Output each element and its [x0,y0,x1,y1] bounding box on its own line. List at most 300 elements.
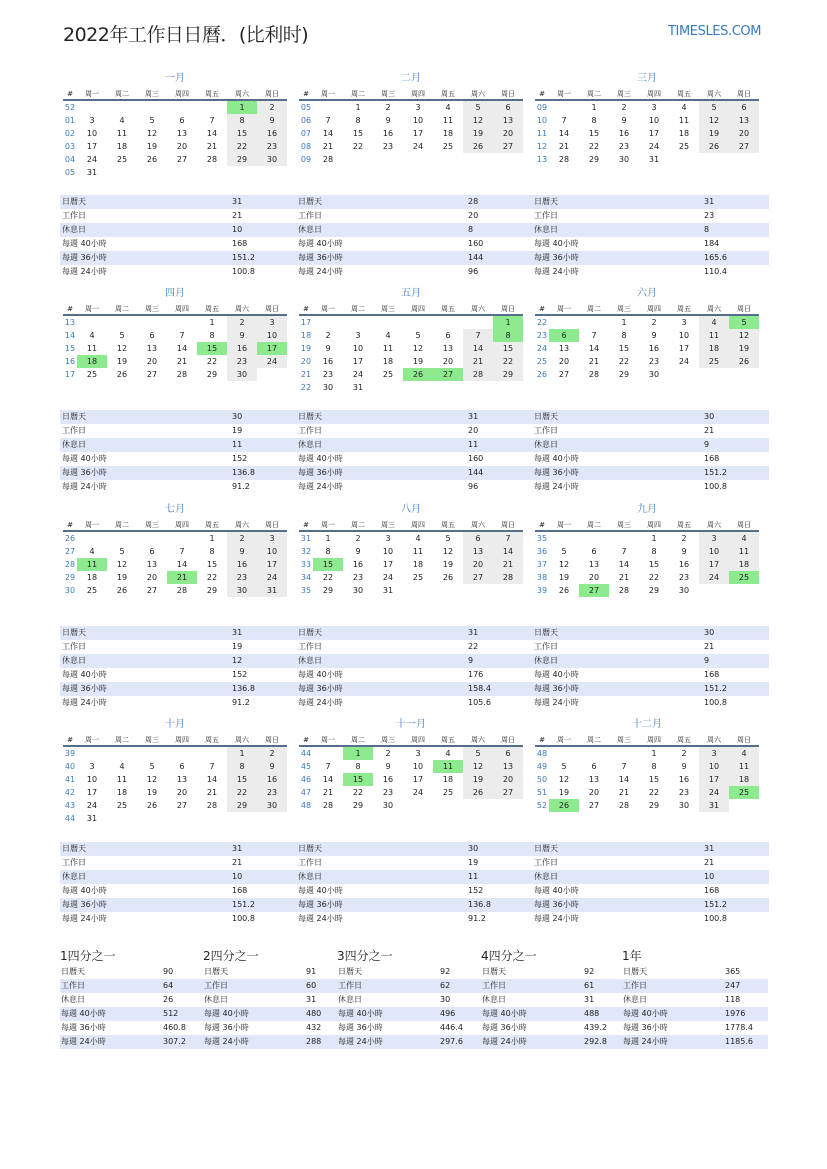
day-cell[interactable]: 18 [116,788,128,797]
day-cell[interactable]: 5 [415,331,421,340]
holiday-day-cell[interactable]: 1 [343,747,373,760]
day-cell[interactable]: 16 [382,775,394,784]
day-cell[interactable]: 10 [699,545,729,558]
day-cell[interactable]: 11 [729,545,759,558]
day-cell[interactable]: 16 [322,357,334,366]
day-cell[interactable]: 11 [699,329,729,342]
day-cell[interactable]: 24 [699,786,729,799]
day-cell[interactable]: 25 [116,155,128,164]
day-cell[interactable]: 8 [227,114,257,127]
day-cell[interactable]: 6 [493,101,523,114]
day-cell[interactable]: 2 [257,101,287,114]
day-cell[interactable]: 13 [588,560,600,569]
day-cell[interactable]: 10 [257,545,287,558]
day-cell[interactable]: 19 [116,573,128,582]
day-cell[interactable]: 2 [385,103,391,112]
day-cell[interactable]: 6 [149,547,155,556]
day-cell[interactable]: 18 [442,775,454,784]
day-cell[interactable]: 9 [227,545,257,558]
holiday-day-cell[interactable]: 15 [313,558,343,571]
day-cell[interactable]: 14 [176,344,188,353]
day-cell[interactable]: 21 [558,142,570,151]
day-cell[interactable]: 28 [176,586,188,595]
day-cell[interactable]: 13 [176,129,188,138]
day-cell[interactable]: 21 [206,142,218,151]
day-cell[interactable]: 26 [729,355,759,368]
day-cell[interactable]: 7 [179,547,185,556]
day-cell[interactable]: 4 [699,316,729,329]
day-cell[interactable]: 8 [651,547,657,556]
day-cell[interactable]: 28 [322,155,334,164]
day-cell[interactable]: 16 [227,342,257,355]
day-cell[interactable]: 2 [385,749,391,758]
day-cell[interactable]: 29 [322,586,334,595]
day-cell[interactable]: 22 [352,142,364,151]
day-cell[interactable]: 6 [179,116,185,125]
day-cell[interactable]: 1 [209,318,215,327]
day-cell[interactable]: 23 [382,142,394,151]
day-cell[interactable]: 28 [463,368,493,381]
day-cell[interactable]: 4 [445,103,451,112]
day-cell[interactable]: 7 [325,762,331,771]
day-cell[interactable]: 15 [588,129,600,138]
day-cell[interactable]: 15 [648,775,660,784]
day-cell[interactable]: 26 [442,573,454,582]
day-cell[interactable]: 12 [729,329,759,342]
day-cell[interactable]: 18 [729,773,759,786]
day-cell[interactable]: 22 [352,788,364,797]
day-cell[interactable]: 12 [146,129,158,138]
day-cell[interactable]: 5 [699,101,729,114]
day-cell[interactable]: 6 [149,331,155,340]
day-cell[interactable]: 27 [176,155,188,164]
day-cell[interactable]: 2 [227,316,257,329]
day-cell[interactable]: 20 [146,357,158,366]
holiday-day-cell[interactable]: 5 [729,316,759,329]
holiday-day-cell[interactable]: 8 [493,329,523,342]
day-cell[interactable]: 20 [588,573,600,582]
site-logo-text[interactable]: TIMESLES.COM [668,24,762,39]
day-cell[interactable]: 10 [678,331,690,340]
day-cell[interactable]: 20 [558,357,570,366]
day-cell[interactable]: 30 [352,586,364,595]
day-cell[interactable]: 5 [445,534,451,543]
day-cell[interactable]: 20 [442,357,454,366]
day-cell[interactable]: 21 [206,788,218,797]
day-cell[interactable]: 26 [116,370,128,379]
day-cell[interactable]: 6 [493,747,523,760]
day-cell[interactable]: 29 [206,370,218,379]
day-cell[interactable]: 27 [558,370,570,379]
day-cell[interactable]: 21 [618,573,630,582]
day-cell[interactable]: 31 [352,383,364,392]
day-cell[interactable]: 28 [322,801,334,810]
day-cell[interactable]: 18 [412,560,424,569]
day-cell[interactable]: 17 [352,357,364,366]
day-cell[interactable]: 12 [463,760,493,773]
day-cell[interactable]: 29 [227,153,257,166]
day-cell[interactable]: 12 [699,114,729,127]
day-cell[interactable]: 12 [116,560,128,569]
day-cell[interactable]: 23 [322,370,334,379]
day-cell[interactable]: 23 [678,788,690,797]
day-cell[interactable]: 25 [116,801,128,810]
day-cell[interactable]: 7 [209,762,215,771]
day-cell[interactable]: 27 [176,801,188,810]
day-cell[interactable]: 10 [86,129,98,138]
day-cell[interactable]: 14 [618,775,630,784]
day-cell[interactable]: 5 [561,762,567,771]
day-cell[interactable]: 10 [412,116,424,125]
day-cell[interactable]: 19 [463,773,493,786]
day-cell[interactable]: 9 [681,762,687,771]
day-cell[interactable]: 23 [382,788,394,797]
day-cell[interactable]: 13 [146,560,158,569]
day-cell[interactable]: 14 [206,775,218,784]
day-cell[interactable]: 19 [146,788,158,797]
day-cell[interactable]: 3 [699,747,729,760]
day-cell[interactable]: 3 [699,532,729,545]
day-cell[interactable]: 16 [678,775,690,784]
day-cell[interactable]: 20 [146,573,158,582]
day-cell[interactable]: 23 [678,573,690,582]
day-cell[interactable]: 18 [382,357,394,366]
day-cell[interactable]: 12 [442,547,454,556]
day-cell[interactable]: 11 [442,116,454,125]
day-cell[interactable]: 9 [681,547,687,556]
day-cell[interactable]: 16 [257,127,287,140]
day-cell[interactable]: 30 [227,584,257,597]
day-cell[interactable]: 17 [86,788,98,797]
day-cell[interactable]: 21 [176,357,188,366]
day-cell[interactable]: 17 [412,775,424,784]
day-cell[interactable]: 20 [176,142,188,151]
day-cell[interactable]: 22 [493,355,523,368]
day-cell[interactable]: 16 [227,558,257,571]
day-cell[interactable]: 27 [146,586,158,595]
day-cell[interactable]: 16 [382,129,394,138]
day-cell[interactable]: 2 [681,749,687,758]
day-cell[interactable]: 1 [621,318,627,327]
day-cell[interactable]: 8 [209,331,215,340]
day-cell[interactable]: 1 [651,749,657,758]
day-cell[interactable]: 3 [355,331,361,340]
day-cell[interactable]: 15 [352,129,364,138]
day-cell[interactable]: 21 [322,142,334,151]
day-cell[interactable]: 9 [325,344,331,353]
day-cell[interactable]: 21 [463,355,493,368]
day-cell[interactable]: 4 [729,532,759,545]
day-cell[interactable]: 31 [648,155,660,164]
day-cell[interactable]: 3 [415,103,421,112]
day-cell[interactable]: 26 [699,140,729,153]
holiday-day-cell[interactable]: 21 [167,571,197,584]
day-cell[interactable]: 5 [561,547,567,556]
day-cell[interactable]: 23 [352,573,364,582]
day-cell[interactable]: 23 [257,140,287,153]
day-cell[interactable]: 16 [678,560,690,569]
day-cell[interactable]: 13 [442,344,454,353]
day-cell[interactable]: 26 [463,140,493,153]
day-cell[interactable]: 2 [257,747,287,760]
day-cell[interactable]: 17 [257,558,287,571]
day-cell[interactable]: 24 [257,571,287,584]
day-cell[interactable]: 11 [116,775,128,784]
day-cell[interactable]: 16 [352,560,364,569]
day-cell[interactable]: 22 [588,142,600,151]
day-cell[interactable]: 19 [146,142,158,151]
holiday-day-cell[interactable]: 11 [433,760,463,773]
day-cell[interactable]: 24 [352,370,364,379]
day-cell[interactable]: 8 [325,547,331,556]
day-cell[interactable]: 8 [209,547,215,556]
day-cell[interactable]: 30 [678,586,690,595]
day-cell[interactable]: 5 [149,116,155,125]
day-cell[interactable]: 6 [729,101,759,114]
day-cell[interactable]: 23 [257,786,287,799]
day-cell[interactable]: 23 [648,357,660,366]
day-cell[interactable]: 17 [382,560,394,569]
day-cell[interactable]: 12 [146,775,158,784]
day-cell[interactable]: 23 [227,571,257,584]
day-cell[interactable]: 30 [618,155,630,164]
day-cell[interactable]: 14 [322,775,334,784]
day-cell[interactable]: 31 [86,168,98,177]
day-cell[interactable]: 17 [86,142,98,151]
day-cell[interactable]: 14 [588,344,600,353]
day-cell[interactable]: 12 [412,344,424,353]
day-cell[interactable]: 5 [119,331,125,340]
day-cell[interactable]: 3 [89,762,95,771]
day-cell[interactable]: 21 [322,788,334,797]
day-cell[interactable]: 18 [699,342,729,355]
day-cell[interactable]: 27 [493,140,523,153]
day-cell[interactable]: 8 [355,116,361,125]
day-cell[interactable]: 30 [257,799,287,812]
day-cell[interactable]: 26 [463,786,493,799]
day-cell[interactable]: 15 [227,773,257,786]
day-cell[interactable]: 7 [179,331,185,340]
day-cell[interactable]: 30 [382,801,394,810]
day-cell[interactable]: 29 [227,799,257,812]
day-cell[interactable]: 22 [322,573,334,582]
day-cell[interactable]: 24 [678,357,690,366]
day-cell[interactable]: 25 [699,355,729,368]
day-cell[interactable]: 19 [729,342,759,355]
holiday-day-cell[interactable]: 25 [729,571,759,584]
day-cell[interactable]: 10 [352,344,364,353]
day-cell[interactable]: 25 [86,370,98,379]
day-cell[interactable]: 1 [651,534,657,543]
day-cell[interactable]: 3 [415,749,421,758]
day-cell[interactable]: 10 [257,329,287,342]
day-cell[interactable]: 24 [257,355,287,368]
day-cell[interactable]: 29 [493,368,523,381]
day-cell[interactable]: 9 [355,547,361,556]
day-cell[interactable]: 27 [463,571,493,584]
day-cell[interactable]: 1 [591,103,597,112]
holiday-day-cell[interactable]: 27 [433,368,463,381]
day-cell[interactable]: 11 [116,129,128,138]
day-cell[interactable]: 30 [227,368,257,381]
day-cell[interactable]: 13 [493,114,523,127]
day-cell[interactable]: 10 [699,760,729,773]
day-cell[interactable]: 8 [227,760,257,773]
day-cell[interactable]: 14 [322,129,334,138]
day-cell[interactable]: 18 [442,129,454,138]
day-cell[interactable]: 14 [558,129,570,138]
day-cell[interactable]: 14 [463,342,493,355]
day-cell[interactable]: 21 [588,357,600,366]
day-cell[interactable]: 22 [206,357,218,366]
day-cell[interactable]: 15 [648,560,660,569]
holiday-day-cell[interactable]: 26 [403,368,433,381]
day-cell[interactable]: 27 [493,786,523,799]
day-cell[interactable]: 4 [89,547,95,556]
day-cell[interactable]: 27 [146,370,158,379]
day-cell[interactable]: 19 [558,788,570,797]
day-cell[interactable]: 17 [648,129,660,138]
holiday-day-cell[interactable]: 1 [227,101,257,114]
day-cell[interactable]: 19 [558,573,570,582]
day-cell[interactable]: 14 [176,560,188,569]
day-cell[interactable]: 10 [86,775,98,784]
day-cell[interactable]: 7 [561,116,567,125]
day-cell[interactable]: 13 [493,760,523,773]
day-cell[interactable]: 26 [116,586,128,595]
day-cell[interactable]: 14 [618,560,630,569]
day-cell[interactable]: 10 [648,116,660,125]
day-cell[interactable]: 11 [86,344,98,353]
day-cell[interactable]: 24 [412,788,424,797]
day-cell[interactable]: 29 [618,370,630,379]
day-cell[interactable]: 13 [463,545,493,558]
day-cell[interactable]: 24 [86,801,98,810]
day-cell[interactable]: 9 [621,116,627,125]
day-cell[interactable]: 7 [463,329,493,342]
day-cell[interactable]: 8 [621,331,627,340]
day-cell[interactable]: 13 [558,344,570,353]
day-cell[interactable]: 28 [618,801,630,810]
day-cell[interactable]: 31 [86,814,98,823]
day-cell[interactable]: 22 [648,573,660,582]
day-cell[interactable]: 3 [651,103,657,112]
day-cell[interactable]: 28 [588,370,600,379]
day-cell[interactable]: 13 [146,344,158,353]
day-cell[interactable]: 12 [116,344,128,353]
day-cell[interactable]: 29 [206,586,218,595]
holiday-day-cell[interactable]: 1 [493,316,523,329]
day-cell[interactable]: 11 [729,760,759,773]
day-cell[interactable]: 31 [382,586,394,595]
day-cell[interactable]: 2 [325,331,331,340]
day-cell[interactable]: 30 [257,153,287,166]
day-cell[interactable]: 22 [206,573,218,582]
day-cell[interactable]: 2 [621,103,627,112]
day-cell[interactable]: 29 [352,801,364,810]
day-cell[interactable]: 9 [651,331,657,340]
holiday-day-cell[interactable]: 11 [77,558,107,571]
day-cell[interactable]: 7 [621,762,627,771]
day-cell[interactable]: 17 [699,558,729,571]
day-cell[interactable]: 21 [493,558,523,571]
holiday-day-cell[interactable]: 26 [549,799,579,812]
day-cell[interactable]: 19 [699,127,729,140]
day-cell[interactable]: 31 [699,799,729,812]
day-cell[interactable]: 9 [227,329,257,342]
day-cell[interactable]: 1 [227,747,257,760]
day-cell[interactable]: 25 [442,788,454,797]
day-cell[interactable]: 7 [493,532,523,545]
day-cell[interactable]: 29 [588,155,600,164]
holiday-day-cell[interactable]: 15 [197,342,227,355]
day-cell[interactable]: 22 [227,786,257,799]
day-cell[interactable]: 21 [618,788,630,797]
day-cell[interactable]: 24 [86,155,98,164]
day-cell[interactable]: 25 [86,586,98,595]
day-cell[interactable]: 28 [206,801,218,810]
day-cell[interactable]: 6 [445,331,451,340]
day-cell[interactable]: 8 [591,116,597,125]
day-cell[interactable]: 20 [176,788,188,797]
day-cell[interactable]: 13 [729,114,759,127]
day-cell[interactable]: 6 [591,762,597,771]
day-cell[interactable]: 24 [648,142,660,151]
day-cell[interactable]: 25 [412,573,424,582]
day-cell[interactable]: 15 [227,127,257,140]
day-cell[interactable]: 3 [257,316,287,329]
day-cell[interactable]: 31 [257,584,287,597]
day-cell[interactable]: 12 [463,114,493,127]
day-cell[interactable]: 10 [412,762,424,771]
day-cell[interactable]: 12 [558,560,570,569]
day-cell[interactable]: 6 [591,547,597,556]
day-cell[interactable]: 16 [618,129,630,138]
day-cell[interactable]: 5 [119,547,125,556]
day-cell[interactable]: 25 [382,370,394,379]
day-cell[interactable]: 14 [493,545,523,558]
day-cell[interactable]: 20 [463,558,493,571]
day-cell[interactable]: 23 [618,142,630,151]
day-cell[interactable]: 19 [442,560,454,569]
day-cell[interactable]: 1 [209,534,215,543]
day-cell[interactable]: 25 [678,142,690,151]
day-cell[interactable]: 2 [227,532,257,545]
day-cell[interactable]: 27 [588,801,600,810]
holiday-day-cell[interactable]: 18 [77,355,107,368]
day-cell[interactable]: 17 [412,129,424,138]
day-cell[interactable]: 19 [412,357,424,366]
day-cell[interactable]: 4 [89,331,95,340]
day-cell[interactable]: 26 [146,801,158,810]
day-cell[interactable]: 4 [119,762,125,771]
day-cell[interactable]: 28 [493,571,523,584]
day-cell[interactable]: 18 [678,129,690,138]
day-cell[interactable]: 6 [463,532,493,545]
day-cell[interactable]: 26 [146,155,158,164]
day-cell[interactable]: 4 [415,534,421,543]
day-cell[interactable]: 30 [322,383,334,392]
day-cell[interactable]: 30 [648,370,660,379]
day-cell[interactable]: 15 [206,560,218,569]
day-cell[interactable]: 8 [355,762,361,771]
day-cell[interactable]: 23 [227,355,257,368]
day-cell[interactable]: 29 [648,801,660,810]
day-cell[interactable]: 30 [678,801,690,810]
day-cell[interactable]: 3 [89,116,95,125]
day-cell[interactable]: 3 [257,532,287,545]
day-cell[interactable]: 20 [588,788,600,797]
